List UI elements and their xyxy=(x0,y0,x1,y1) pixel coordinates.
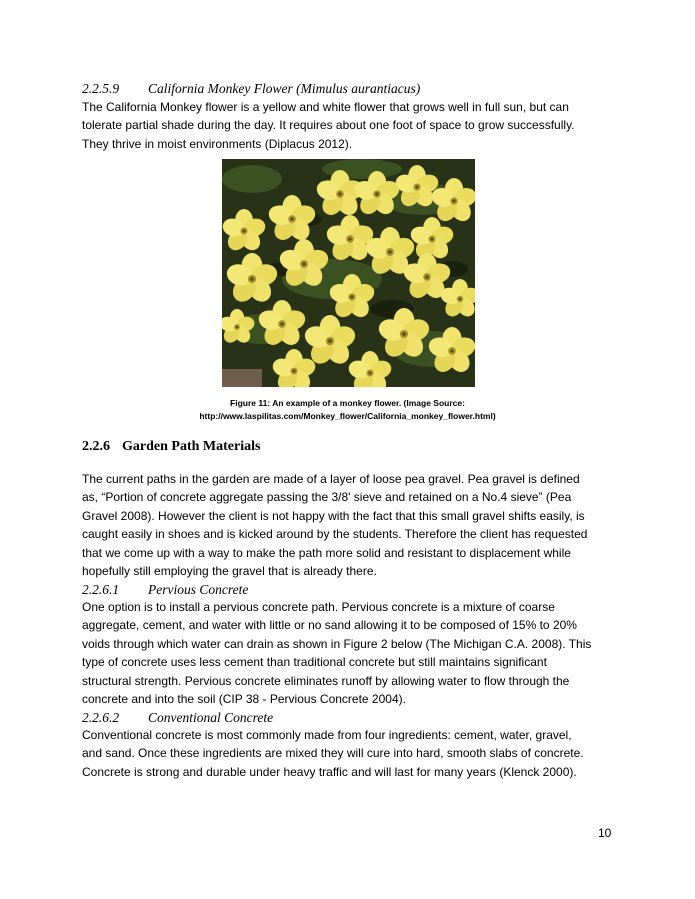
text-line: concrete and into the soil (CIP 38 - Pervious Concrete 2004). xyxy=(82,692,406,707)
paragraph-conventional-concrete xyxy=(82,726,622,781)
section-title: Pervious Concrete xyxy=(148,582,249,597)
text-line: hopefully still employing the gravel that is already there. xyxy=(82,564,377,579)
text-line: voids through which water can drain as shown in Figure 2 below (The Michigan C.A. 2008). This xyxy=(82,636,592,651)
caption-line: Figure 11: An example of a monkey flower. (Image Source: xyxy=(230,398,465,408)
paragraph-pervious-concrete xyxy=(82,598,622,708)
text-line: as, “Portion of concrete aggregate passing the 3/8' sieve and retained on a No.4 sieve” (Pea xyxy=(82,490,572,505)
text-line: tolerate partial shade during the day. It requires about one foot of space to grow successfully. xyxy=(82,118,575,133)
section-heading-2-2-5-9 xyxy=(82,80,420,98)
text-line: They thrive in moist environments (Diplacus 2012). xyxy=(82,136,353,151)
section-title: Conventional Concrete xyxy=(148,710,274,725)
text-line: caught easily in shoes and is kicked around by the students. Therefore the client has requested xyxy=(82,527,588,542)
text-line: type of concrete uses less cement than traditional concrete but still maintains significant xyxy=(82,655,547,670)
text-line: The California Monkey flower is a yellow and white flower that grows well in full sun, but can xyxy=(82,100,569,114)
section-title: Garden Path Materials xyxy=(122,439,261,454)
monkey-flower-photo xyxy=(222,159,475,387)
text-line: aggregate, cement, and water with little or no sand allowing it to be composed of 15% to 20% xyxy=(82,618,577,633)
text-line: that we come up with a way to make the path more solid and resistant to displacement while xyxy=(82,545,571,560)
section-number: 2.2.6.1 xyxy=(82,582,120,597)
paragraph-garden-paths xyxy=(82,470,622,580)
section-heading-2-2-6-2 xyxy=(82,709,273,727)
caption-line: http://www.laspilitas.com/Monkey_flower/California_monkey_flower.html) xyxy=(199,411,496,421)
text-line: One option is to install a pervious concrete path. Pervious concrete is a mixture of coarse xyxy=(82,600,555,614)
text-line: Conventional concrete is most commonly made from four ingredients: cement, water, gravel, xyxy=(82,728,572,742)
section-number: 2.2.5.9 xyxy=(82,81,120,96)
text-line: structural strength. Pervious concrete eliminates runoff by allowing water to flow through the xyxy=(82,673,570,688)
paragraph-monkey-flower xyxy=(82,98,622,153)
text-line: Gravel 2008). However the client is not happy with the fact that this small gravel shifts easily, is xyxy=(82,508,585,523)
figure-caption xyxy=(82,397,613,423)
text-line: and sand. Once these ingredients are mixed they will cure into hard, smooth slabs of concrete. xyxy=(82,746,584,761)
section-heading-2-2-6-1 xyxy=(82,581,248,599)
section-heading-2-2-6 xyxy=(82,438,260,456)
section-title: California Monkey Flower (Mimulus aurantiacus) xyxy=(148,81,421,96)
text-line: The current paths in the garden are made of a layer of loose pea gravel. Pea gravel is defined xyxy=(82,472,580,486)
text-line: Concrete is strong and durable under heavy traffic and will last for many years (Klenck 2000). xyxy=(82,764,577,779)
section-number: 2.2.6.2 xyxy=(82,710,120,725)
page-number: 10 xyxy=(598,826,612,840)
section-number: 2.2.6 xyxy=(82,439,110,454)
